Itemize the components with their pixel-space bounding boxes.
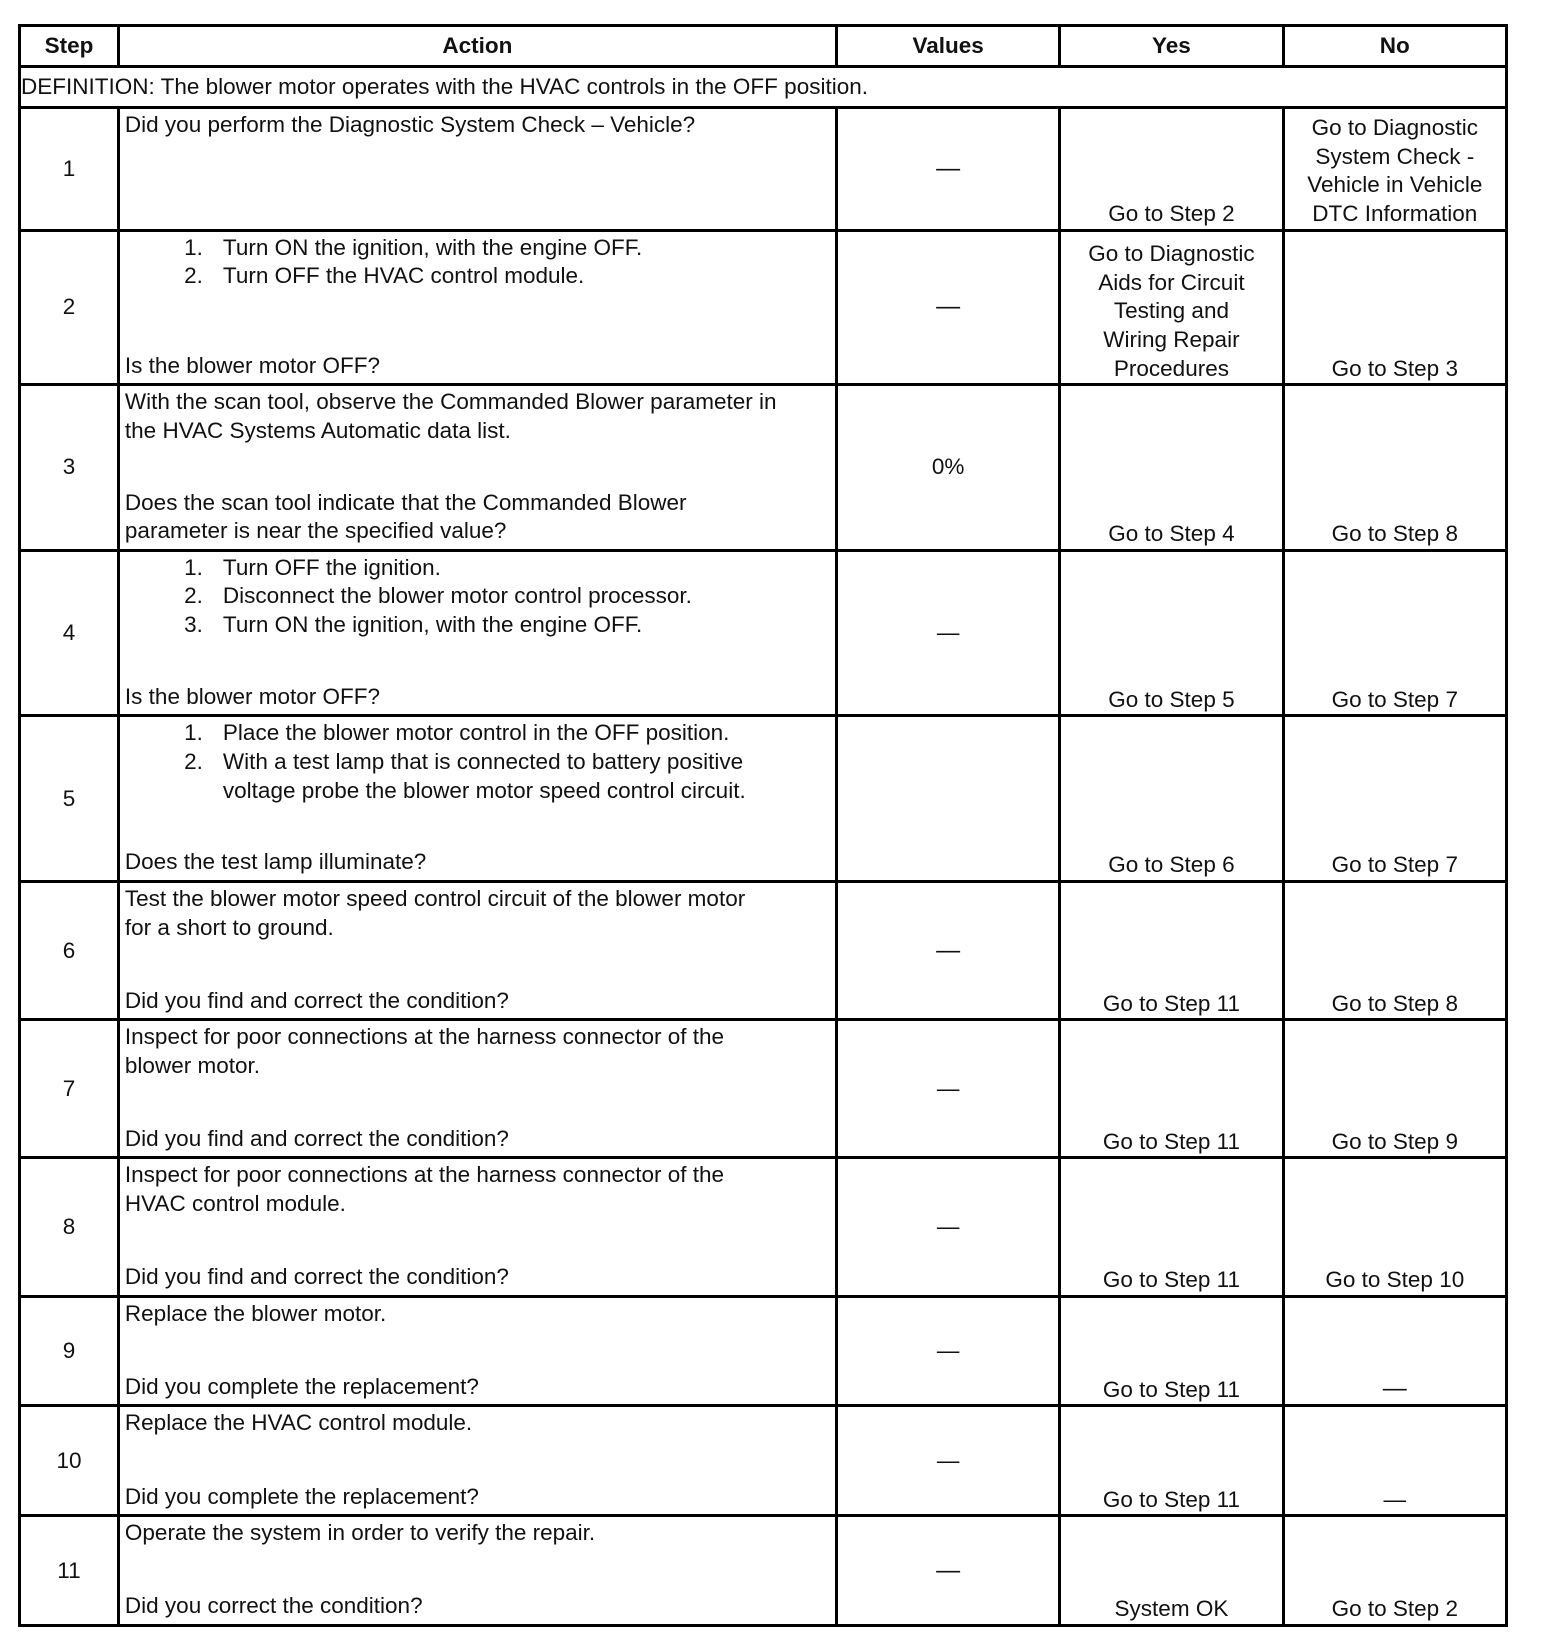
yes-cell [1060,107,1283,230]
definition-row [20,67,1507,108]
yes-text: Go to Step 11 [1102,1376,1241,1402]
yes-cell [1060,385,1283,551]
question-text: Did you correct the condition? [124,1593,423,1619]
value-cell [836,716,1059,882]
list-item: 3. Turn ON the ignition, with the engine OFF. [184,611,643,637]
header-action: Action [118,26,836,67]
action-text: Test the blower motor speed control circuit of the blower motor [124,886,746,912]
list-item: 1. Place the blower motor control in the OFF position. [184,720,730,746]
value-cell: — [836,1406,1059,1516]
no-text: DTC Information [1312,201,1478,227]
no-text: Vehicle in Vehicle [1307,172,1483,198]
action-cell [118,1158,836,1296]
action-cell [118,1406,836,1516]
no-text: — [1383,1486,1407,1512]
yes-cell [1060,550,1283,716]
yes-cell [1060,1406,1283,1516]
question-text: Does the scan tool indicate that the Commanded Blower [124,489,687,515]
value-cell: 0% [836,385,1059,551]
no-cell [1283,385,1506,551]
no-text: Go to Step 2 [1331,1596,1458,1622]
no-cell [1283,1158,1506,1296]
no-text: Go to Step 3 [1331,355,1458,381]
header-step: Step [20,26,119,67]
action-text: HVAC control module. [124,1191,346,1217]
no-text: Go to Step 10 [1325,1267,1465,1293]
header-yes: Yes [1060,26,1283,67]
table-row [20,230,1507,384]
action-text: Operate the system in order to verify the repair. [124,1520,596,1546]
yes-text: Go to Step 11 [1102,1267,1241,1293]
header-values: Values [836,26,1059,67]
question-text: Does the test lamp illuminate? [124,849,427,875]
action-text: the HVAC Systems Automatic data list. [124,417,511,443]
value-cell: — [836,107,1059,230]
question-text: Did you find and correct the condition? [124,1264,509,1290]
yes-text: Procedures [1113,355,1229,381]
no-cell [1283,1020,1506,1158]
action-text: blower motor. [124,1052,260,1078]
yes-cell [1060,882,1283,1020]
yes-text: Aids for Circuit [1098,269,1245,295]
table-row [20,1516,1507,1626]
step-number: 6 [20,882,119,1020]
list-item: 2. Turn OFF the HVAC control module. [184,263,585,289]
question-text: parameter is near the specified value? [124,518,507,544]
yes-text: Testing and [1113,298,1229,324]
table-row [20,1158,1507,1296]
list-item: 1. Turn OFF the ignition. [184,554,441,580]
step-number: 2 [20,230,119,384]
no-cell [1283,550,1506,716]
no-cell [1283,1516,1506,1626]
table-row [20,550,1507,716]
no-cell [1283,716,1506,882]
step-number: 3 [20,385,119,551]
question-text: Did you complete the replacement? [124,1483,479,1509]
yes-cell [1060,1296,1283,1406]
yes-text: Go to Step 6 [1108,852,1235,878]
yes-text: Go to Step 2 [1108,201,1235,227]
action-cell [118,550,836,716]
no-text: Go to Step 8 [1331,521,1458,547]
action-text: With the scan tool, observe the Commanded Blower parameter in [124,389,777,415]
yes-text: System OK [1114,1596,1229,1622]
action-text: Did you perform the Diagnostic System Check – Vehicle? [124,111,696,137]
action-cell [118,716,836,882]
action-cell [118,385,836,551]
question-text: Is the blower motor OFF? [124,352,381,378]
step-number: 4 [20,550,119,716]
yes-text: Go to Step 11 [1102,1486,1241,1512]
no-text: — [1382,1374,1407,1402]
action-text: Replace the HVAC control module. [124,1410,473,1436]
action-cell [118,1020,836,1158]
no-cell [1283,1296,1506,1406]
action-text: for a short to ground. [124,914,334,940]
action-cell [118,230,836,384]
action-text: Inspect for poor connections at the harness connector of the [124,1162,725,1188]
step-number: 5 [20,716,119,882]
yes-cell [1060,1020,1283,1158]
numbered-list [125,719,827,805]
yes-text: Go to Step 5 [1108,686,1235,712]
yes-cell [1060,230,1283,384]
step-number: 10 [20,1406,119,1516]
step-number: 8 [20,1158,119,1296]
no-cell [1283,230,1506,384]
value-cell: — [836,1296,1059,1406]
step-number: 11 [20,1516,119,1626]
no-text: Go to Step 8 [1331,990,1458,1016]
list-item: 2. With a test lamp that is connected to battery positive voltage probe the blower motor speed control circuit. [184,748,746,803]
value-cell: — [836,230,1059,384]
value-cell: — [836,1516,1059,1626]
no-cell [1283,107,1506,230]
table-row [20,385,1507,551]
value-cell: — [836,1158,1059,1296]
table-row [20,882,1507,1020]
no-text: Go to Step 7 [1331,852,1458,878]
action-text: Inspect for poor connections at the harness connector of the [124,1024,725,1050]
action-cell [118,1516,836,1626]
header-row [20,26,1507,67]
question-text: Did you find and correct the condition? [124,987,509,1013]
table-row [20,1020,1507,1158]
diagnostic-table [18,24,1508,1627]
no-cell [1283,882,1506,1020]
yes-text: Go to Step 11 [1102,990,1241,1016]
numbered-list [125,234,827,291]
question-text: Is the blower motor OFF? [124,683,381,709]
table-row [20,1406,1507,1516]
yes-cell [1060,716,1283,882]
value-cell: — [836,882,1059,1020]
list-item: 2. Disconnect the blower motor control processor. [184,583,692,609]
definition-text: DEFINITION: The blower motor operates with the HVAC controls in the OFF position. [20,67,1507,108]
list-item: 1. Turn ON the ignition, with the engine OFF. [184,234,643,260]
numbered-list [125,554,827,640]
yes-text: Go to Diagnostic [1088,241,1255,267]
question-text: Did you find and correct the condition? [124,1125,509,1151]
no-text: Go to Step 9 [1331,1128,1458,1154]
step-number: 9 [20,1296,119,1406]
action-cell [118,107,836,230]
step-number: 1 [20,107,119,230]
no-text: Go to Diagnostic [1311,115,1478,141]
table-row [20,716,1507,882]
yes-text: Wiring Repair [1103,326,1240,352]
value-cell: — [836,550,1059,716]
header-no: No [1283,26,1506,67]
action-cell [118,882,836,1020]
question-text: Did you complete the replacement? [124,1373,479,1399]
step-number: 7 [20,1020,119,1158]
table-row [20,1296,1507,1406]
yes-text: Go to Step 4 [1108,521,1235,547]
no-cell [1283,1406,1506,1516]
yes-cell [1060,1158,1283,1296]
value-cell: — [836,1020,1059,1158]
action-cell [118,1296,836,1406]
no-text: Go to Step 7 [1331,686,1458,712]
yes-cell [1060,1516,1283,1626]
no-text: System Check - [1315,143,1475,169]
yes-text: Go to Step 11 [1102,1128,1241,1154]
action-text: Replace the blower motor. [124,1300,387,1326]
table-row [20,107,1507,230]
